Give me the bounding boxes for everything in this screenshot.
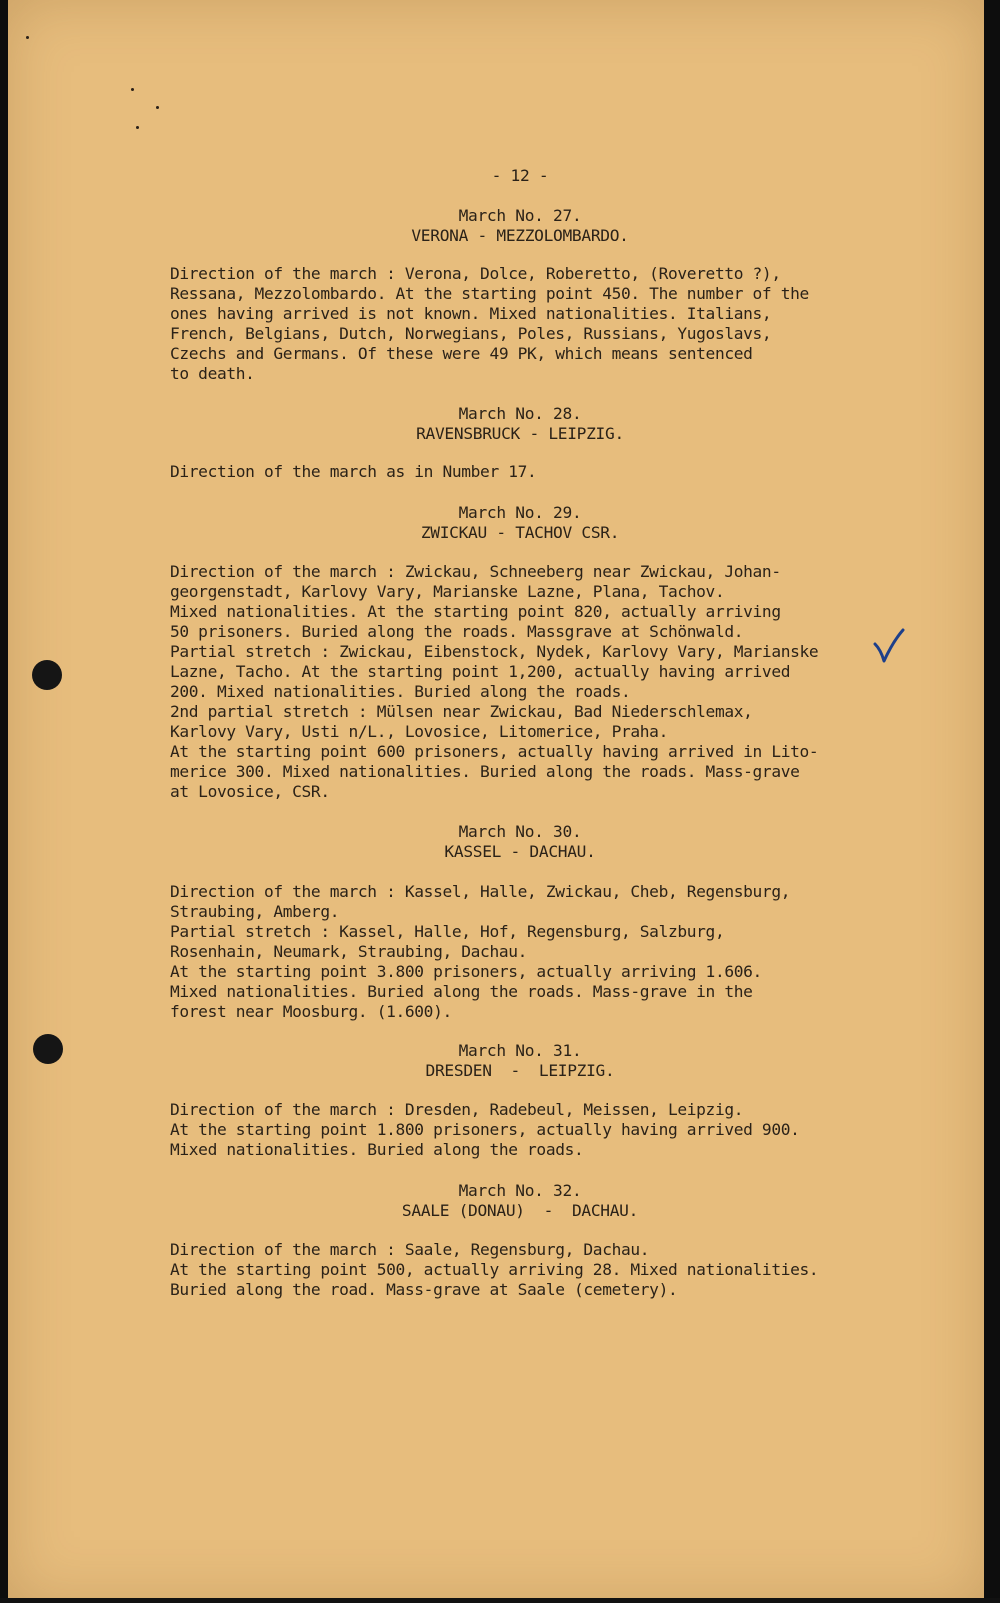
speck (131, 88, 134, 91)
body-line: Mixed nationalities. Buried along the roads. Mass-grave in the (170, 982, 753, 1001)
body-line: Mixed nationalities. Buried along the roads. (170, 1140, 584, 1159)
body-line: to death. (170, 364, 255, 383)
body-line: georgenstadt, Karlovy Vary, Marianske Lazne, Plana, Tachov. (170, 582, 725, 601)
body-line: Ressana, Mezzolombardo. At the starting point 450. The number of the (170, 284, 809, 303)
body-line: Karlovy Vary, Usti n/L., Lovosice, Litomerice, Praha. (170, 722, 668, 741)
body-line: Rosenhain, Neumark, Straubing, Dachau. (170, 942, 528, 961)
body-line: at Lovosice, CSR. (170, 782, 330, 801)
speck (156, 106, 159, 109)
body-line: At the starting point 1.800 prisoners, actually having arrived 900. (170, 1120, 800, 1139)
march-number: March No. 31. (458, 1041, 582, 1060)
march-number: March No. 27. (458, 206, 582, 225)
march-route: DRESDEN - LEIPZIG. (425, 1061, 615, 1080)
body-line: 2nd partial stretch : Mülsen near Zwickau, Bad Niederschlemax, (170, 702, 753, 721)
body-line: Partial stretch : Zwickau, Eibenstock, Nydek, Karlovy Vary, Marianske (170, 642, 819, 661)
march-number: March No. 29. (458, 503, 582, 522)
page-number: - 12 - (491, 166, 549, 185)
speck (136, 126, 139, 129)
march-route: VERONA - MEZZOLOMBARDO. (411, 226, 629, 245)
body-line: At the starting point 600 prisoners, actually having arrived in Lito- (170, 742, 819, 761)
march-route: ZWICKAU - TACHOV CSR. (420, 523, 620, 542)
body-line: Straubing, Amberg. (170, 902, 340, 921)
march-route: RAVENSBRUCK - LEIPZIG. (416, 424, 624, 443)
march-number: March No. 30. (458, 822, 582, 841)
body-line: Lazne, Tacho. At the starting point 1,200, actually having arrived (170, 662, 791, 681)
body-line: 50 prisoners. Buried along the roads. Massgrave at Schönwald. (170, 622, 744, 641)
body-line: Direction of the march : Verona, Dolce, Roberetto, (Roveretto ?), (170, 264, 781, 283)
body-line: Buried along the road. Mass-grave at Saale (cemetery). (170, 1280, 678, 1299)
check-icon (872, 628, 906, 664)
body-line: Mixed nationalities. At the starting point 820, actually arriving (170, 602, 781, 621)
body-line: French, Belgians, Dutch, Norwegians, Poles, Russians, Yugoslavs, (170, 324, 772, 343)
march-route: SAALE (DONAU) - DACHAU. (401, 1201, 639, 1220)
body-line: forest near Moosburg. (1.600). (170, 1002, 452, 1021)
body-line: Direction of the march as in Number 17. (170, 462, 537, 481)
march-number: March No. 32. (458, 1181, 582, 1200)
body-line: ones having arrived is not known. Mixed nationalities. Italians, (170, 304, 772, 323)
body-line: Direction of the march : Zwickau, Schneeberg near Zwickau, Johan- (170, 562, 781, 581)
speck (26, 36, 29, 39)
body-line: Czechs and Germans. Of these were 49 PK, which means sentenced (170, 344, 753, 363)
body-line: Direction of the march : Dresden, Radebeul, Meissen, Leipzig. (170, 1100, 744, 1119)
march-number: March No. 28. (458, 404, 582, 423)
body-line: At the starting point 3.800 prisoners, actually arriving 1.606. (170, 962, 762, 981)
march-route: KASSEL - DACHAU. (444, 842, 596, 861)
body-line: merice 300. Mixed nationalities. Buried along the roads. Mass-grave (170, 762, 800, 781)
body-line: Direction of the march : Kassel, Halle, Zwickau, Cheb, Regensburg, (170, 882, 791, 901)
body-line: 200. Mixed nationalities. Buried along the roads. (170, 682, 631, 701)
body-line: Direction of the march : Saale, Regensburg, Dachau. (170, 1240, 650, 1259)
body-line: At the starting point 500, actually arriving 28. Mixed nationalities. (170, 1260, 819, 1279)
body-line: Partial stretch : Kassel, Halle, Hof, Regensburg, Salzburg, (170, 922, 725, 941)
punch-hole (32, 660, 62, 690)
